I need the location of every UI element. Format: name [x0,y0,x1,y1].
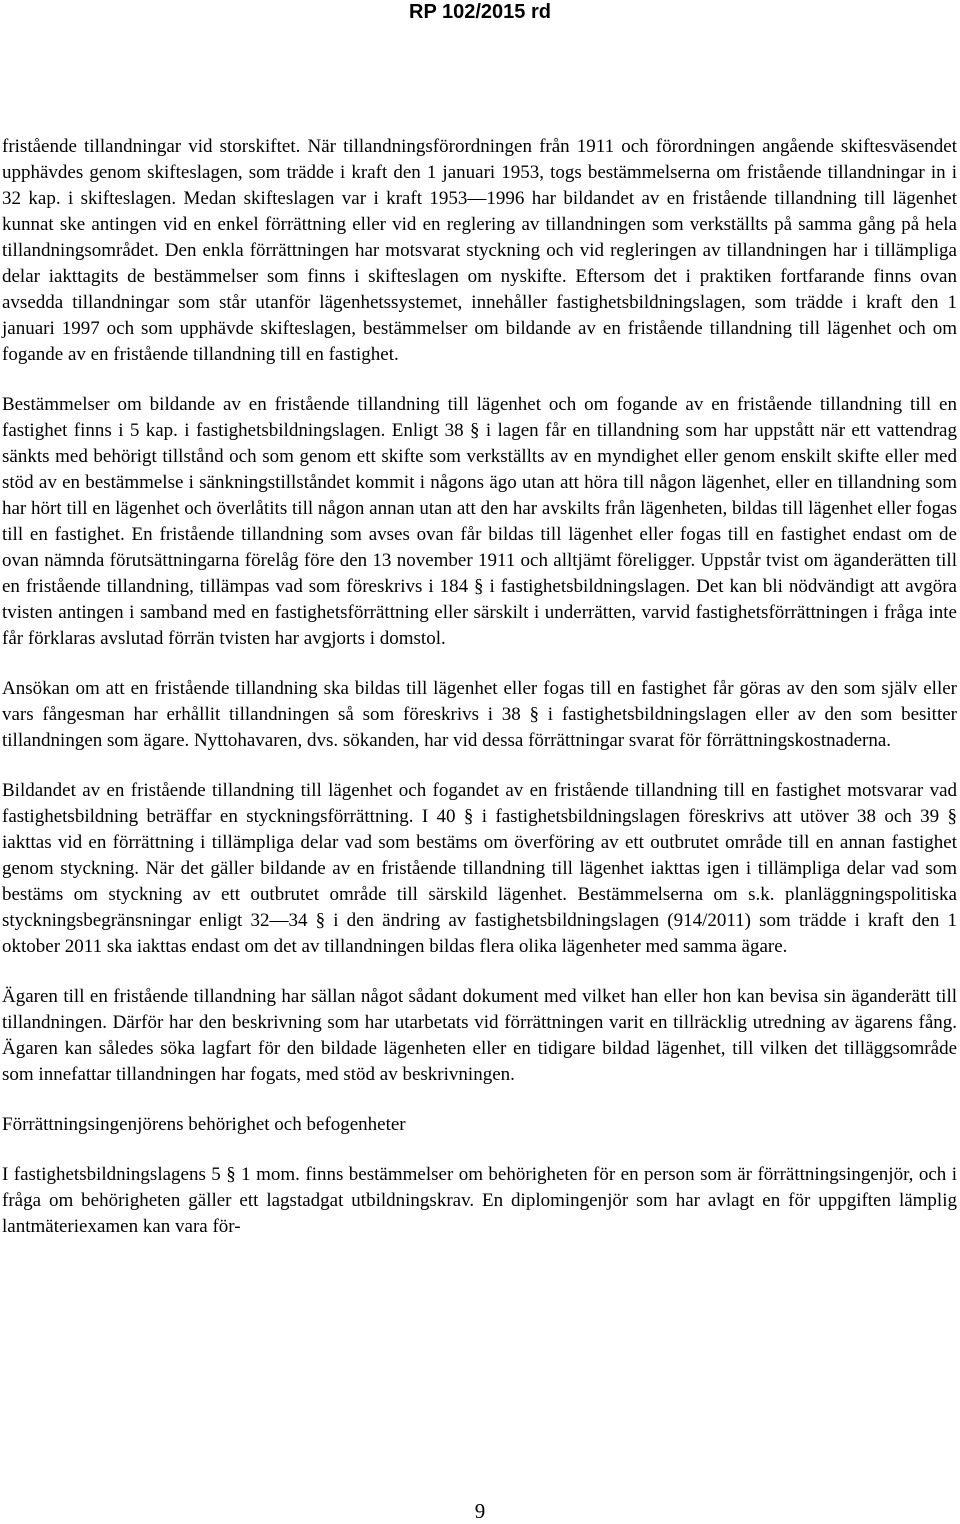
section-heading: Förrättningsingenjörens behörighet och befogenheter [2,1114,406,1135]
paragraph-2: Bestämmelser om bildande av en fristående tillandning till lägenhet och om fogande av en fristående tillandning till en fastighet finns i 5 kap. i fastighetsbildningslagen. Enligt 38 § i lagen får en tillandning som har uppstått när ett vattendrag sänkts med behörigt tillstånd och som genom ett skifte som verkställts av en myndighet eller genom enskilt skifte eller med stöd av en bestämmelse i sänkningstillståndet kommit i någons ägo utan att höra till någon lägenhet, eller en tillandning som har hört till en lägenhet och överlåtits till någon annan utan att den har avskilts från lägenheten, bildas till lägenhet eller fogas till en fastighet. En fristående tillandning som avses ovan får bildas till lägenhet eller fogas till en fastighet endast om de ovan nämnda förutsättningarna förelåg före den 13 november 1911 och alltjämt föreligger. Uppstår tvist om äganderätten till en fristående tillandning, tillämpas vad som föreskrivs i 184 § i fastighetsbildningslagen. Det kan bli nödvändigt att avgöra tvisten antingen i samband med en fastighetsförrättning eller särskilt i underrätten, varvid fastighetsförrättningen i fråga inte får förklaras avslutad förrän tvisten har avgjorts i domstol. [2,394,957,649]
page-number: 9 [474,1499,486,1523]
paragraph-3: Ansökan om att en fristående tillandning ska bildas till lägenhet eller fogas till en fastighet får göras av den som själv eller vars fångesman har erhållit tillandningen så som föreskrivs i 38 § i fastighetsbildningslagen eller av den som besitter tillandningen som ägare. Nyttohavaren, dvs. sökanden, har vid dessa förrättningar svarat för förrättningskostnaderna. [2,678,957,751]
document-reference: RP 102/2015 rd [409,1,551,23]
paragraph-6: I fastighetsbildningslagens 5 § 1 mom. finns bestämmelser om behörigheten för en person som är förrättningsingenjör, och i fråga om behörigheten gäller ett lagstadgat utbildningskrav. En diplomingenjör som har avlagt en för uppgiften lämplig lantmäteriexamen kan vara för- [2,1164,957,1237]
page-footer [0,1498,960,1524]
document-body [2,134,957,1264]
paragraph-1: fristående tillandningar vid storskiftet. När tillandningsförordningen från 1911 och förordningen angående skiftesväsendet upphävdes genom skifteslagen, som trädde i kraft den 1 januari 1953, togs bestämmelserna om fristående tillandningar in i 32 kap. i skifteslagen. Medan skifteslagen var i kraft 1953—1996 har bildandet av en fristående tillandning till lägenhet kunnat ske antingen vid en enkel förrättning eller vid en reglering av tillandningen som verkställts på samma gång på hela tillandningsområdet. Den enkla förrättningen har motsvarat styckning och vid regleringen av tillandningen har i tillämpliga delar iakttagits de bestämmelser som finns i skifteslagen om nyskifte. Eftersom det i praktiken fortfarande finns ovan avsedda tillandningar som står utanför lägenhetssystemet, innehåller fastighetsbildningslagen, som trädde i kraft den 1 januari 1997 och som upphävde skifteslagen, bestämmelser om bildande av en fristående tillandning till lägenhet och om fogande av en fristående tillandning till en fastighet. [2,136,957,365]
paragraph-5: Ägaren till en fristående tillandning har sällan något sådant dokument med vilket han eller hon kan bevisa sin äganderätt till tillandningen. Därför har den beskrivning som har utarbetats vid förrättningen varit en tillräcklig utredning av ägarens fång. Ägaren kan således söka lagfart för den bildade lägenheten eller en tidigare bildad lägenhet, till vilken det tilläggsområde som innefattar tillandningen har fogats, med stöd av beskrivningen. [2,986,957,1085]
paragraph-4: Bildandet av en fristående tillandning till lägenhet och fogandet av en fristående tillandning till en fastighet motsvarar vad fastighetsbildning beträffar en styckningsförrättning. I 40 § i fastighetsbildningslagen föreskrivs att utöver 38 och 39 § iakttas vid en förrättning i tillämpliga delar vad som bestäms om överföring av ett outbrutet område till en annan fastighet genom styckning. När det gäller bildande av en fristående tillandning till lägenhet iakttas igen i tillämpliga delar vad som bestäms om styckning av ett outbrutet område till särskild lägenhet. Bestämmelserna om s.k. planläggningspolitiska styckningsbegränsningar enligt 32—34 § i den ändring av fastighetsbildningslagen (914/2011) som trädde i kraft den 1 oktober 2011 ska iakttas endast om det av tillandningen bildas flera olika lägenheter med samma ägare. [2,780,957,957]
page-header [0,0,960,30]
